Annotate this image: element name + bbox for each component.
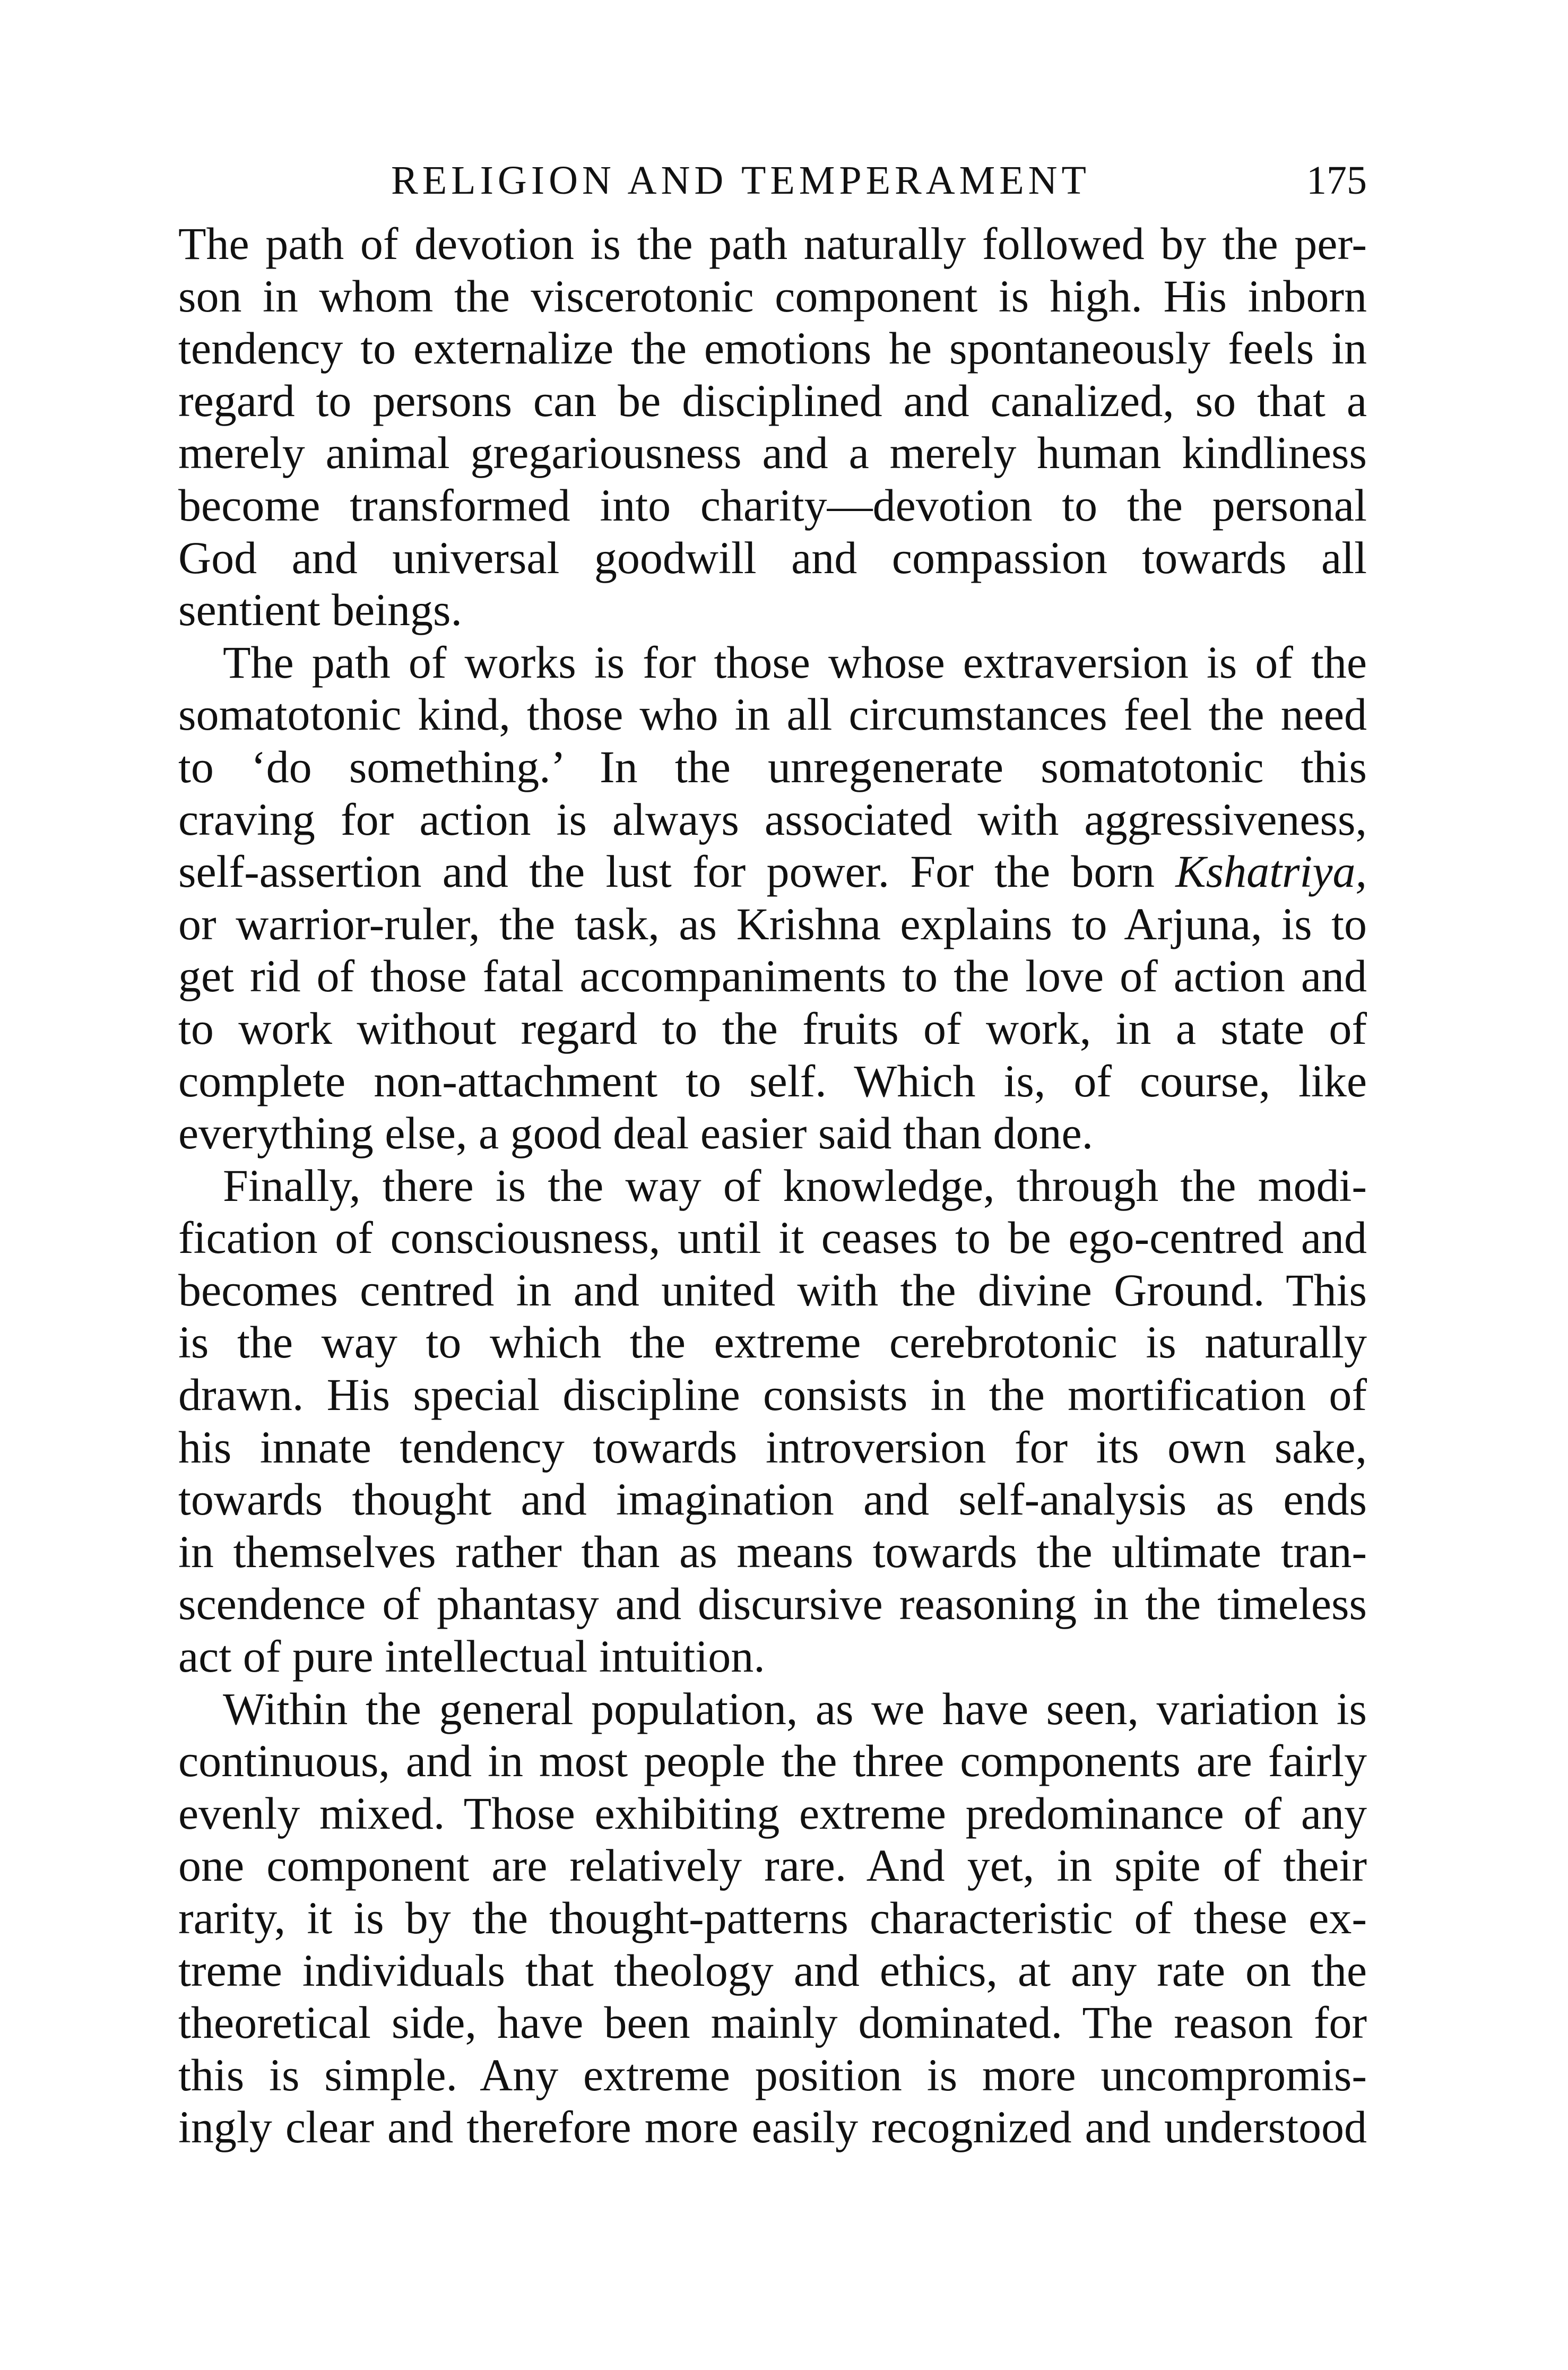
- text-line: continuous, and in most people the three components are fairly: [178, 1735, 1367, 1787]
- text-line: scendence of phantasy and discursive reasoning in the timeless: [178, 1578, 1367, 1630]
- text-line: become transformed into charity—devotion to the personal: [178, 479, 1367, 531]
- text-line: somatotonic kind, those who in all circumstances feel the need: [178, 689, 1367, 740]
- italic-term: Kshatriya,: [1175, 846, 1367, 897]
- text-line: to ‘do something.’ In the unregenerate somatotonic this: [178, 741, 1367, 792]
- text-line: regard to persons can be disciplined and canalized, so that a: [178, 375, 1367, 426]
- text-line: one component are relatively rare. And yet, in spite of their: [178, 1840, 1367, 1891]
- text-line: craving for action is always associated with aggressiveness,: [178, 793, 1367, 845]
- running-title: RELIGION AND TEMPERAMENT: [391, 158, 1090, 203]
- text-line: his innate tendency towards introversion for its own sake,: [178, 1421, 1367, 1473]
- paragraph-works: [178, 636, 1367, 1160]
- body-text: [178, 218, 1367, 2153]
- text-line: is the way to which the extreme cerebrotonic is naturally: [178, 1317, 1367, 1368]
- text-line: this is simple. Any extreme position is more uncompromis-: [178, 2049, 1367, 2100]
- text-line: or warrior-ruler, the task, as Krishna explains to Arjuna, is to: [178, 898, 1367, 949]
- text-line: everything else, a good deal easier said than done.: [178, 1108, 1094, 1159]
- text-line: tendency to externalize the emotions he spontaneously feels in: [178, 323, 1367, 374]
- text-line: The path of works is for those whose extraversion is of the: [223, 636, 1367, 688]
- paragraph-population: [178, 1683, 1367, 2153]
- text-line: fication of consciousness, until it ceases to be ego-centred and: [178, 1212, 1367, 1264]
- text-line: becomes centred in and united with the divine Ground. This: [178, 1264, 1367, 1316]
- book-page: [178, 154, 1367, 2153]
- text-line-with-italic: [178, 845, 1367, 898]
- text-line: God and universal goodwill and compassion towards all: [178, 532, 1367, 583]
- text-line: to work without regard to the fruits of work, in a state of: [178, 1002, 1367, 1054]
- text-line: son in whom the viscerotonic component is high. His inborn: [178, 270, 1367, 322]
- text-line: evenly mixed. Those exhibiting extreme predominance of any: [178, 1787, 1367, 1839]
- text-line: ingly clear and therefore more easily recognized and understood: [178, 2101, 1367, 2153]
- running-head: [178, 154, 1367, 218]
- text-line: Finally, there is the way of knowledge, through the modi-: [223, 1160, 1367, 1211]
- paragraph-devotion: [178, 218, 1367, 636]
- paragraph-knowledge: [178, 1160, 1367, 1683]
- text-line: complete non-attachment to self. Which is, of course, like: [178, 1055, 1367, 1106]
- text-line: sentient beings.: [178, 584, 463, 636]
- page-number: 175: [1306, 158, 1367, 203]
- text-line: in themselves rather than as means towards the ultimate tran-: [178, 1526, 1367, 1577]
- text-line: theoretical side, have been mainly dominated. The reason for: [178, 1997, 1367, 2048]
- text-line: drawn. His special discipline consists in the mortification of: [178, 1369, 1367, 1421]
- text-fragment: self-assertion and the lust for power. For the born: [178, 846, 1176, 897]
- text-line: get rid of those fatal accompaniments to the love of action and: [178, 950, 1367, 1002]
- text-line: treme individuals that theology and ethics, at any rate on the: [178, 1944, 1367, 1996]
- text-line: rarity, it is by the thought-patterns characteristic of these ex-: [178, 1892, 1367, 1943]
- text-line: The path of devotion is the path naturally followed by the per-: [178, 218, 1367, 269]
- text-line: act of pure intellectual intuition.: [178, 1631, 765, 1682]
- text-line: Within the general population, as we have seen, variation is: [223, 1683, 1367, 1734]
- text-line: merely animal gregariousness and a merely human kindliness: [178, 427, 1367, 479]
- text-line: towards thought and imagination and self-analysis as ends: [178, 1474, 1367, 1525]
